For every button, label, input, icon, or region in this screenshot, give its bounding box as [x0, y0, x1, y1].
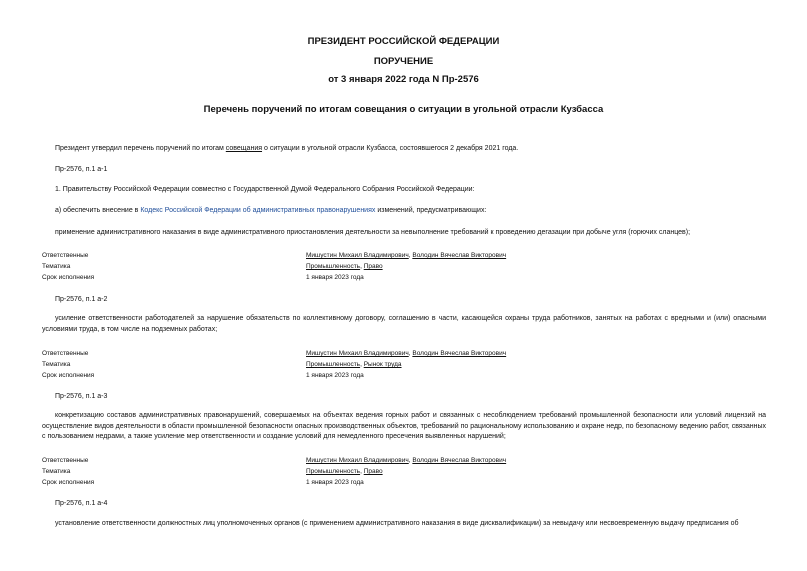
item-2-responsible-label: Ответственные — [42, 350, 89, 357]
item-3-responsible: Мишустин Михаил Владимирович, Володин Вячеслав Викторович — [306, 457, 507, 464]
item-1-topic-label: Тематика — [42, 263, 71, 270]
item-1-intro: 1. Правительству Российской Федерации совместно с Государственной Думой Федерального Собрания Российской Федерации: — [55, 186, 475, 193]
item-1-deadline: 1 января 2023 года — [306, 274, 364, 281]
responsible-link[interactable]: Володин Вячеслав Викторович — [412, 350, 507, 357]
item-1-deadline-label: Срок исполнения — [42, 274, 95, 281]
item-3-code: Пр-2576, п.1 а-3 — [55, 393, 108, 400]
item-4-text: установление ответственности должностных лиц уполномоченных органов (с применением административного наказания в виде дисквалификации) за невыдачу или несвоевременную выдачу предписания об — [55, 520, 739, 527]
topic-link[interactable]: Промышленность — [306, 263, 361, 270]
item-3-topic-label: Тематика — [42, 468, 71, 475]
item-1-subpoint — [55, 206, 486, 217]
item-1-responsible-label: Ответственные — [42, 252, 89, 259]
responsible-link[interactable]: Мишустин Михаил Владимирович — [306, 252, 409, 259]
date-number-heading: от 3 января 2022 года N Пр-2576 — [328, 74, 479, 85]
page-title: Перечень поручений по итогам совещания о ситуации в угольной отрасли Кузбасса — [203, 104, 604, 115]
item-3-deadline: 1 января 2023 года — [306, 479, 364, 486]
topic-link[interactable]: Промышленность — [306, 361, 361, 368]
item-3-responsible-label: Ответственные — [42, 457, 89, 464]
item-1-topics: Промышленность, Право — [306, 263, 383, 270]
responsible-link[interactable]: Володин Вячеслав Викторович — [412, 252, 507, 259]
topic-link[interactable]: Промышленность — [306, 468, 361, 475]
intro-text-before: Президент утвердил перечень поручений по итогам — [55, 145, 226, 152]
item-3-deadline-label: Срок исполнения — [42, 479, 95, 486]
item-2-text: усиление ответственности работодателей за нарушение обязательств по коллективному договору, соглашению в части, касающейся охраны труда работников, занятых на работах с вредными и (или) опасными условиями труда, в том числе на подземных работах; — [42, 315, 766, 333]
item-2-responsible: Мишустин Михаил Владимирович, Володин Вячеслав Викторович — [306, 350, 507, 357]
item-1-code: Пр-2576, п.1 а-1 — [55, 166, 108, 173]
issuer-heading: ПРЕЗИДЕНТ РОССИЙСКОЙ ФЕДЕРАЦИИ — [307, 36, 500, 47]
item-2-code: Пр-2576, п.1 а-2 — [55, 296, 108, 303]
koap-link[interactable]: Кодекс Российской Федерации об административных правонарушениях — [140, 207, 376, 214]
responsible-link[interactable]: Володин Вячеслав Викторович — [412, 457, 507, 464]
meeting-link[interactable]: совещания — [225, 145, 263, 152]
topic-link[interactable]: Право — [363, 263, 383, 270]
responsible-link[interactable]: Мишустин Михаил Владимирович — [306, 457, 409, 464]
document-type-heading: ПОРУЧЕНИЕ — [373, 56, 434, 67]
item-2-topics: Промышленность, Рынок труда — [306, 361, 402, 368]
item-1-text: применение административного наказания в виде административного приостановления деятельности за невыполнение требований к проведению дегазации при добыче угля (горючих сланцев); — [55, 229, 691, 236]
item-2-deadline: 1 января 2023 года — [306, 372, 364, 379]
item-4-code: Пр-2576, п.1 а-4 — [55, 500, 108, 507]
item-3-topics: Промышленность, Право — [306, 468, 383, 475]
topic-link[interactable]: Право — [363, 468, 383, 475]
item-1-responsible: Мишустин Михаил Владимирович, Володин Вячеслав Викторович — [306, 252, 507, 259]
intro-text-after: о ситуации в угольной отрасли Кузбасса, состоявшегося 2 декабря 2021 года. — [262, 145, 519, 152]
item-3-text: конкретизацию составов административных правонарушений, совершаемых на объектах ведения горных работ и связанных с несоблюдением требований промышленной безопасности или условий лицензий на осуществление видов деятельности в области промышленной безопасности опасных производственных объектов, требований по рациональному использованию и охране недр, по безопасному ведению работ, связанных с пользованием недрами, а также усиление мер ответственности и создание условий для немедленного пресечения выявленных нарушений; — [42, 412, 766, 440]
item-2-deadline-label: Срок исполнения — [42, 372, 95, 379]
topic-link[interactable]: Рынок труда — [363, 361, 402, 368]
intro-paragraph — [55, 144, 518, 155]
subpoint-text-after: изменений, предусматривающих: — [375, 207, 487, 214]
item-2-topic-label: Тематика — [42, 361, 71, 368]
subpoint-text-before: а) обеспечить внесение в — [55, 207, 141, 214]
responsible-link[interactable]: Мишустин Михаил Владимирович — [306, 350, 409, 357]
